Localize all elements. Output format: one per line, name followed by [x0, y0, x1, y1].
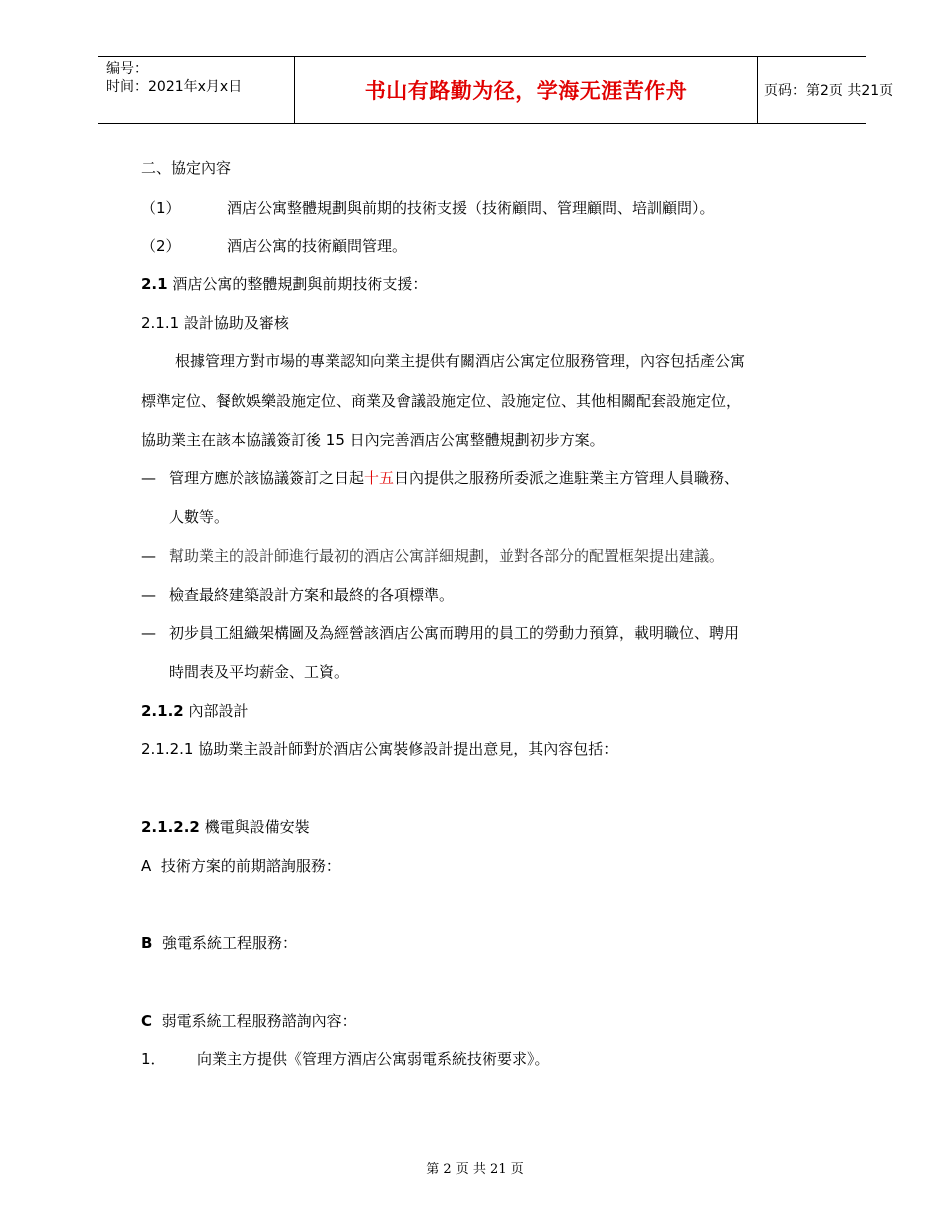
highlight-number: 十五 — [364, 469, 395, 487]
sub-item-c — [141, 1012, 357, 1030]
numbered-item-text: 向業主方提供《管理方酒店公寓弱電系統技術要求》。 — [197, 1050, 550, 1068]
bullet-item — [141, 586, 454, 604]
heading-text: 內部設計 — [188, 702, 249, 720]
bullet-item — [141, 469, 739, 487]
section-title: 二、協定內容 — [141, 159, 232, 177]
bullet-dash: — — [141, 586, 156, 604]
list-item-text: 酒店公寓的技術顧問管理。 — [227, 237, 408, 255]
bullet-text: 管理方應於該協議簽訂之日起 — [169, 469, 365, 487]
heading-number: 2.1.2.2 — [141, 818, 200, 836]
sub-item-label: C — [141, 1012, 153, 1030]
bullet-continuation: 人數等。 — [169, 508, 230, 526]
header-motto: 书山有路勤为径，学海无涯苦作舟 — [364, 79, 688, 103]
header-table — [98, 56, 894, 124]
paragraph-line: 協助業主在該本協議簽訂後 15 日內完善酒店公寓整體規劃初步方案。 — [141, 431, 605, 449]
heading-2-1-2-2 — [141, 818, 310, 836]
heading-2-1-2-1: 2.1.2.1 協助業主設計師對於酒店公寓裝修設計提出意見，其內容包括： — [141, 740, 619, 758]
bullet-text: 日內提供之服務所委派之進駐業主方管理人員職務、 — [394, 469, 740, 487]
doc-time-label: 时间：2021年x月x日 — [106, 79, 243, 95]
sub-item-text: 弱電系統工程服務諮詢內容： — [161, 1012, 357, 1030]
doc-code-label: 编号： — [106, 61, 148, 77]
numbered-item-number: 1． — [141, 1050, 166, 1068]
list-item-number: （1） — [141, 199, 181, 217]
paragraph-line: 根據管理方對市場的專業認知向業主提供有關酒店公寓定位服務管理，內容包括產公寓 — [175, 352, 746, 370]
bullet-continuation: 時間表及平均薪金、工資。 — [169, 663, 350, 681]
paragraph-line: 標準定位、餐飲娛樂設施定位、商業及會議設施定位、設施定位、其他相關配套設施定位， — [141, 392, 742, 410]
sub-item-label: B — [141, 934, 153, 952]
list-item — [141, 237, 407, 255]
bullet-dash: — — [141, 547, 156, 565]
heading-text: 酒店公寓的整體規劃與前期技術支援： — [172, 275, 428, 293]
bullet-text: 幫助業主的設計師進行最初的酒店公寓詳細規劃，並對各部分的配置框架提出建議。 — [169, 547, 725, 565]
sub-item-label: A — [141, 857, 152, 875]
header-meta-cell — [98, 57, 294, 123]
heading-2-1-1: 2.1.1 設計協助及審核 — [141, 314, 289, 332]
sub-item-text: 強電系統工程服務： — [161, 934, 297, 952]
header-page-label: 页码：第2页 共21页 — [764, 83, 894, 99]
bullet-dash: — — [141, 624, 156, 642]
heading-number: 2.1.2 — [141, 702, 184, 720]
bullet-item — [141, 624, 739, 642]
list-item-number: （2） — [141, 237, 181, 255]
list-item — [141, 199, 715, 217]
header-page-cell — [756, 57, 894, 123]
page-footer: 第 2 页 共 21 页 — [426, 1162, 524, 1177]
heading-text: 機電與設備安裝 — [204, 818, 310, 836]
heading-2-1-2 — [141, 702, 249, 720]
sub-item-b — [141, 934, 297, 952]
numbered-item — [141, 1050, 550, 1068]
bullet-text: 初步員工組織架構圖及為經營該酒店公寓而聘用的員工的勞動力預算，載明職位、聘用 — [169, 624, 740, 642]
bullet-text: 檢查最終建築設計方案和最終的各項標準。 — [169, 586, 455, 604]
list-item-text: 酒店公寓整體規劃與前期的技術支援（技術顧問、管理顧問、培訓顧問）。 — [227, 199, 715, 217]
heading-2-1 — [141, 275, 427, 293]
bullet-dash: — — [141, 469, 156, 487]
bullet-item — [141, 547, 724, 565]
sub-item-a — [141, 857, 341, 875]
sub-item-text: 技術方案的前期諮詢服務： — [160, 857, 341, 875]
header-motto-cell — [294, 57, 758, 123]
heading-number: 2.1 — [141, 275, 168, 293]
